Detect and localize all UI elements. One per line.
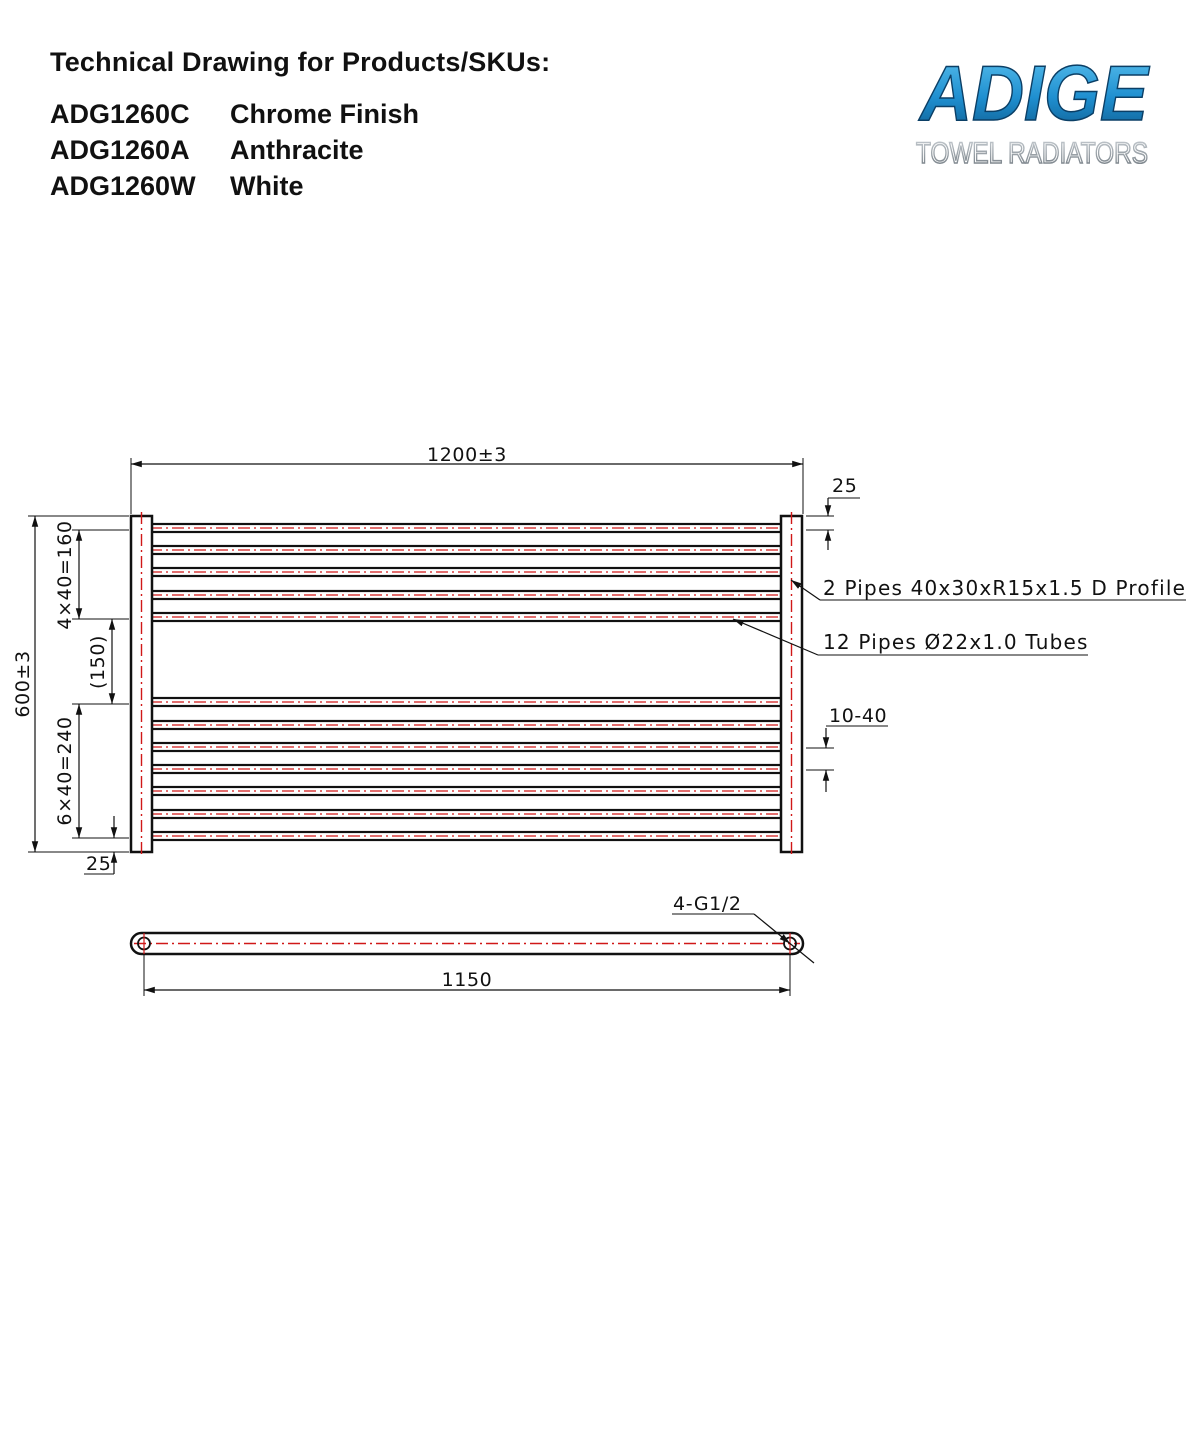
sku-finish: White [230, 171, 304, 201]
horizontal-tubes [135, 524, 799, 840]
tubes-leader [733, 619, 818, 655]
bracket-label: 10-40 [829, 705, 888, 727]
tubes-label: 12 Pipes Ø22x1.0 Tubes [823, 630, 1089, 654]
logo-brand: ADIGE [918, 49, 1150, 137]
sku-finish: Chrome Finish [230, 99, 420, 129]
top-offset-label: 25 [832, 475, 858, 497]
upper-group-label: 4×40=160 [54, 520, 76, 630]
sku-code: ADG1260W [50, 171, 196, 201]
sku-finish: Anthracite [230, 135, 364, 165]
logo-tagline: TOWEL RADIATORS [916, 137, 1148, 170]
gap-label: (150) [87, 634, 109, 690]
connection-label: 4-G1/2 [673, 893, 742, 915]
page-title: Technical Drawing for Products/SKUs: [50, 47, 551, 77]
sku-code: ADG1260A [50, 135, 190, 165]
centres-label: 1150 [441, 969, 493, 991]
width-dimension-label: 1200±3 [427, 444, 507, 466]
height-dimension-label: 600±3 [12, 650, 34, 718]
bottom-offset-label: 25 [86, 853, 112, 875]
profile-pipes-label: 2 Pipes 40x30xR15x1.5 D Profile [823, 576, 1187, 600]
sku-code: ADG1260C [50, 99, 190, 129]
lower-group-label: 6×40=240 [54, 716, 76, 826]
